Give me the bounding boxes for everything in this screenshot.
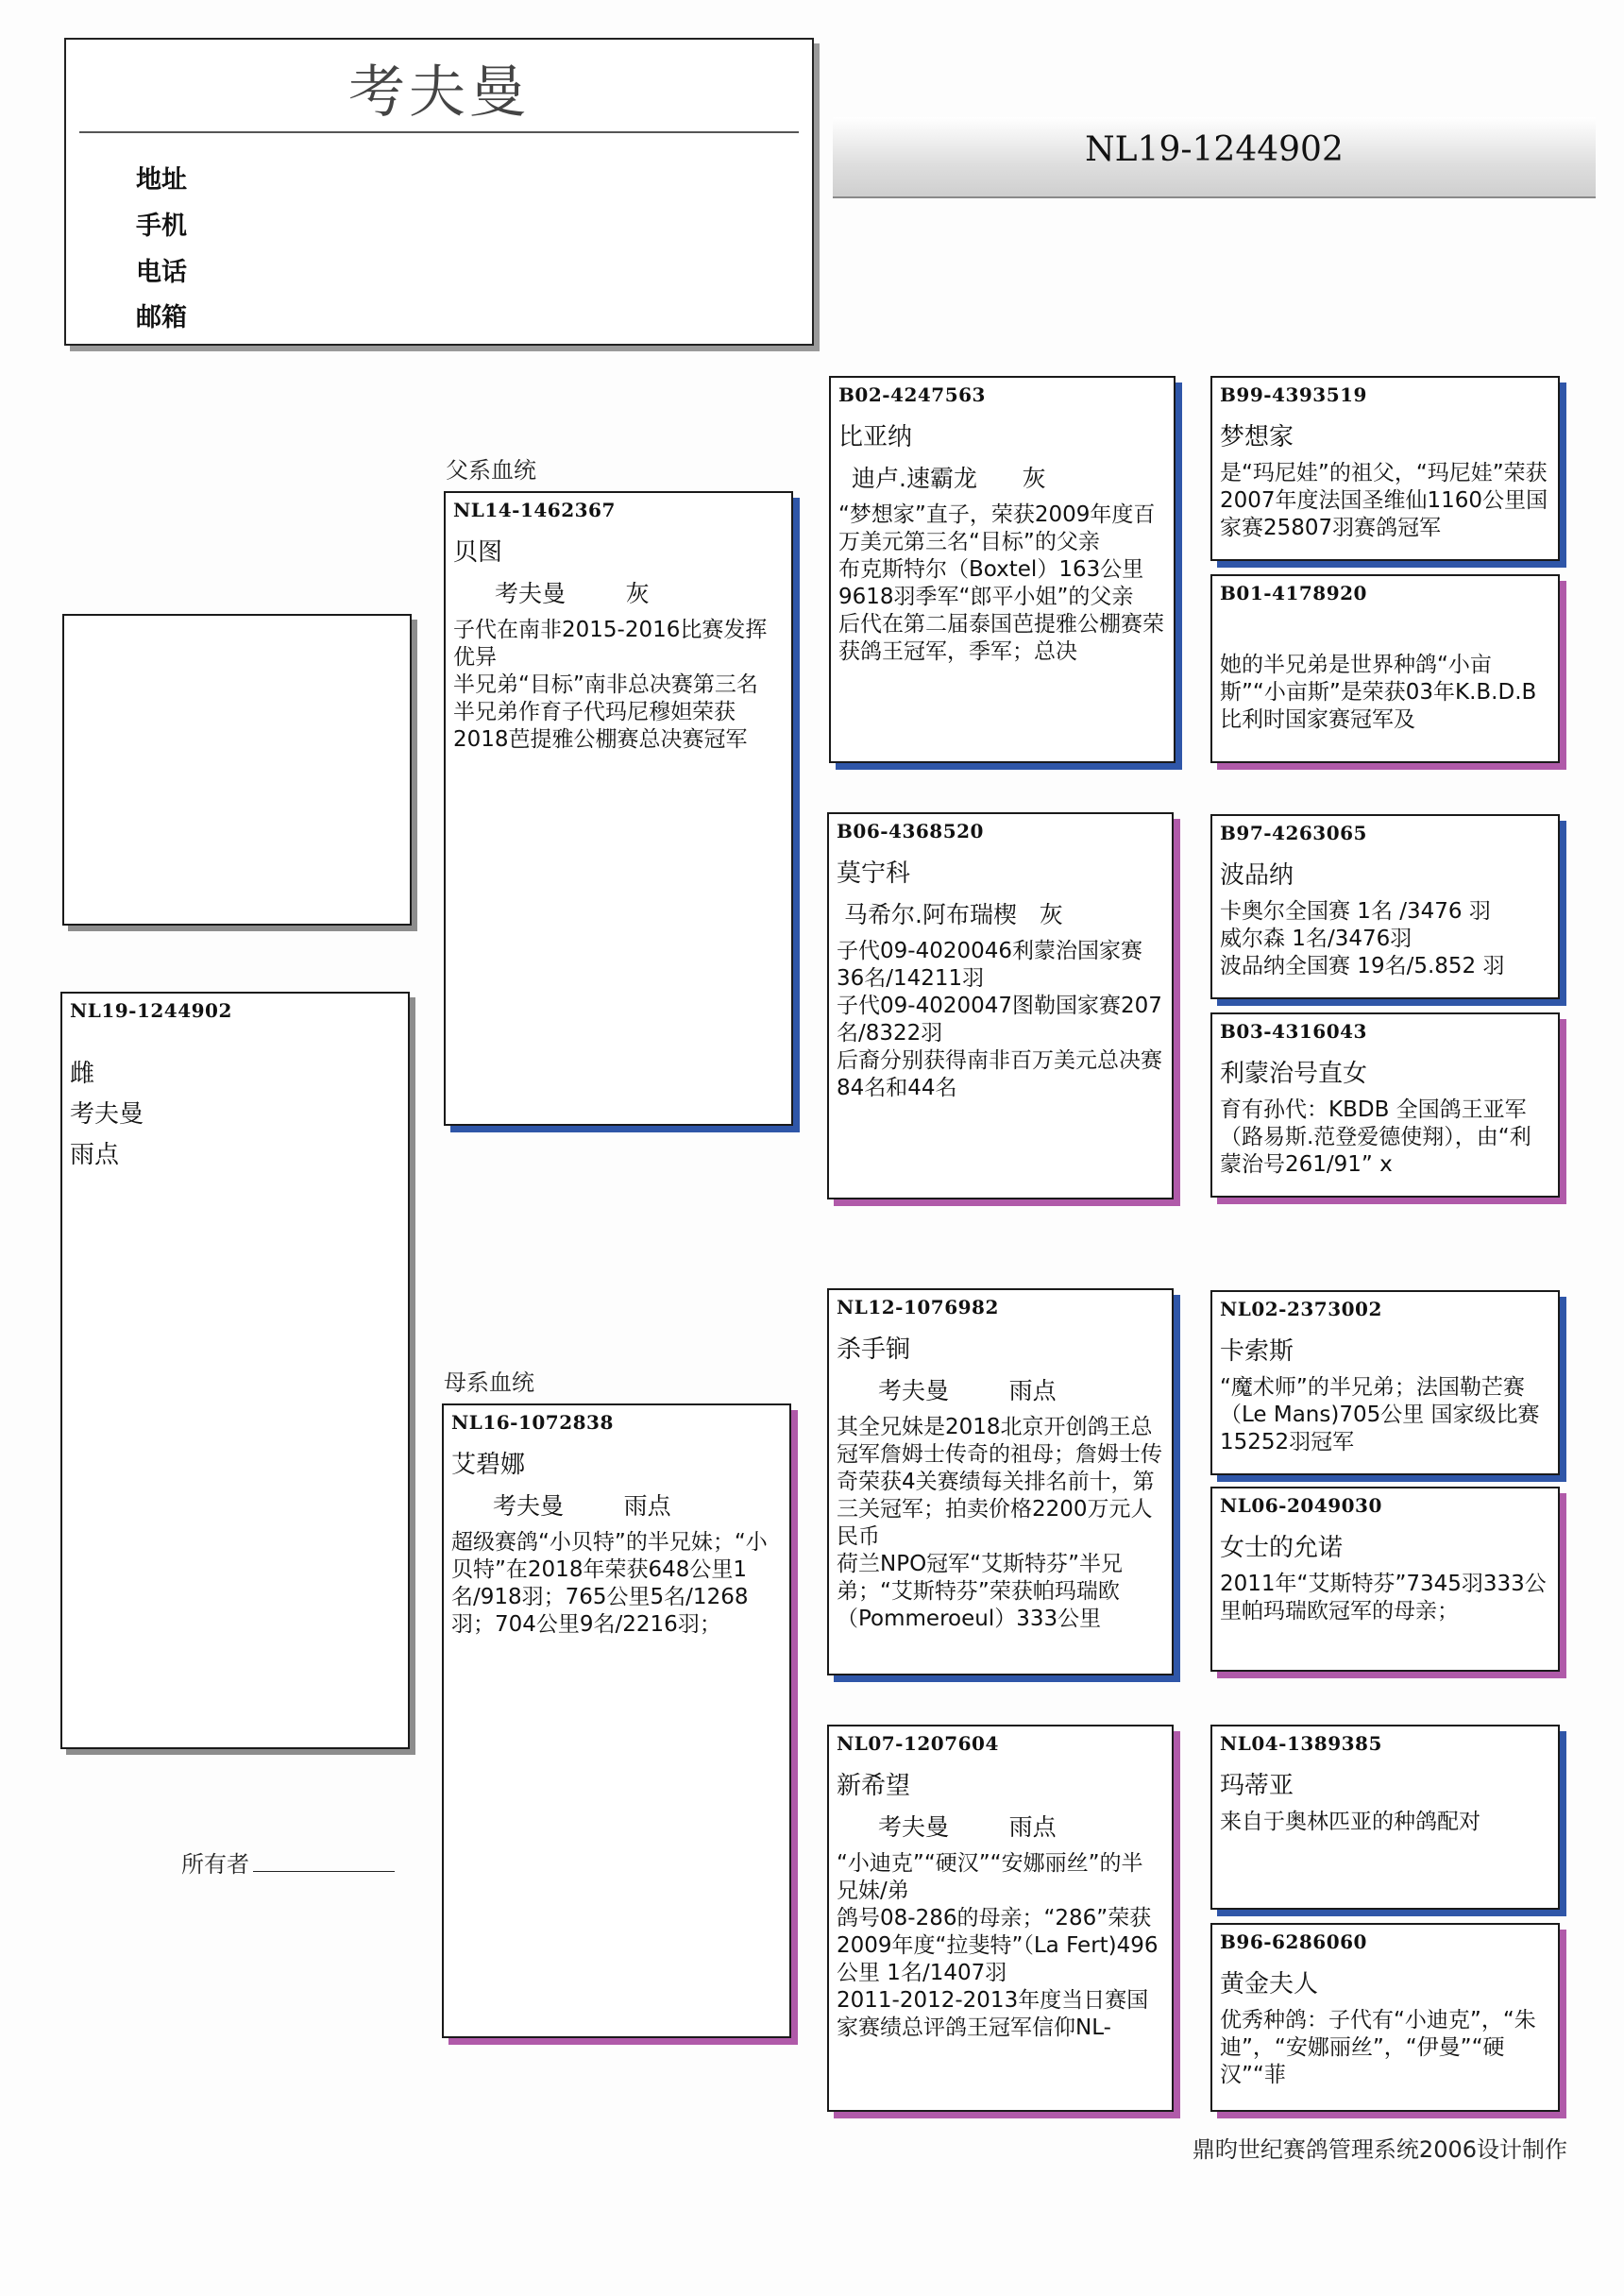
owner-signature [181, 1845, 395, 1879]
sds-desc-line: 威尔森 1名/3476羽 [1220, 927, 1413, 951]
dds-card [1210, 1725, 1560, 1910]
sds-desc-line: 波品纳全国赛 19名/5.852 羽 [1220, 954, 1505, 978]
owner-info-box [64, 38, 814, 346]
dam-ring: NL16-1072838 [451, 1411, 614, 1434]
dam-dam-desc-line: “小迪克”“硬汉”“安娜丽丝”的半兄妹/弟 [837, 1851, 1143, 1903]
dss-name: 卡索斯 [1220, 1337, 1294, 1366]
ring-banner-text: NL19-1244902 [1085, 130, 1344, 169]
owner-divider [79, 131, 799, 133]
sds-card [1210, 814, 1560, 999]
sss-name: 梦想家 [1220, 423, 1294, 451]
sire-dam-desc-line: 子代09-4020046利蒙治国家赛36名/14211羽 [837, 939, 1142, 991]
sire-dam-desc-line: 子代09-4020047图勒国家赛207名/8322羽 [837, 994, 1162, 1046]
ddd-card [1210, 1923, 1560, 2112]
sire-sire-card [829, 376, 1176, 763]
sire-dam-breed: 马希尔.阿布瑞楔 灰 [844, 901, 1063, 928]
subject-breeder: 考夫曼 [70, 1100, 144, 1129]
dss-ring: NL02-2373002 [1220, 1298, 1382, 1320]
dam-dam-breed: 考夫曼 雨点 [878, 1813, 1057, 1841]
sire-desc-line: 子代在南非2015-2016比赛发挥优异 [453, 618, 768, 670]
owner-name: 考夫曼 [348, 60, 530, 126]
sire-sire-breed: 迪卢.速霸龙 灰 [852, 465, 1046, 492]
email-label: 邮箱 [136, 303, 187, 332]
ddd-ring: B96-6286060 [1220, 1930, 1367, 1953]
sdd-name: 利蒙治号直女 [1220, 1060, 1368, 1088]
sire-desc-line: 半兄弟“目标”南非总决赛第三名 [453, 672, 758, 697]
sire-line-label: 父系血统 [446, 457, 536, 484]
pigeon-photo-frame [62, 614, 412, 926]
dsd-name: 女士的允诺 [1220, 1534, 1344, 1562]
sire-sire-desc-line: “梦想家”直子，荣获2009年度百万美元第三名“目标”的父亲 [838, 502, 1156, 554]
ssd-ring: B01-4178920 [1220, 582, 1367, 604]
dds-desc-line: 来自于奥林匹亚的种鸽配对 [1220, 1810, 1480, 1834]
sire-card [444, 491, 793, 1126]
dam-dam-name: 新希望 [837, 1772, 911, 1800]
address-label: 地址 [136, 165, 187, 195]
dam-sire-ring: NL12-1076982 [837, 1296, 999, 1318]
dss-desc-line: “魔术师”的半兄弟；法国勒芒赛（Le Mans)705公里 国家级比赛15252羽冠军 [1220, 1375, 1540, 1454]
sire-sire-name: 比亚纳 [838, 423, 913, 451]
sds-desc-line: 卡奥尔全国赛 1名 /3476 羽 [1220, 899, 1491, 924]
sire-dam-desc-line: 后裔分别获得南非百万美元总决赛84名和44名 [837, 1048, 1162, 1100]
dds-name: 玛蒂亚 [1220, 1772, 1294, 1800]
sire-dam-ring: B06-4368520 [837, 820, 984, 842]
sire-breed: 考夫曼 灰 [495, 580, 650, 607]
ddd-desc-line: 优秀种鸽：子代有“小迪克”，“朱迪”，“安娜丽丝”，“伊曼”“硬汉”“菲 [1220, 2008, 1536, 2087]
sss-desc-line: 是“玛尼娃”的祖父，“玛尼娃”荣获2007年度法国圣维仙1160公里国家赛25807羽赛鸽冠军 [1220, 461, 1548, 540]
dam-sire-breed: 考夫曼 雨点 [878, 1377, 1057, 1404]
dam-sire-desc-line: 荷兰NPO冠军“艾斯特芬”半兄弟；“艾斯特芬”荣获帕玛瑞欧（Pommeroeul）333公里 [837, 1552, 1124, 1631]
owner-signature-label: 所有者 [181, 1851, 249, 1878]
dam-breed: 考夫曼 雨点 [493, 1492, 671, 1520]
dam-desc-line: 超级赛鸽“小贝特”的半兄妹；“小贝特”在2018年荣获648公里1名/918羽；765公里5名/1268羽；704公里9名/2216羽； [451, 1530, 768, 1637]
sss-card [1210, 376, 1560, 561]
sire-desc-line: 半兄弟作育子代玛尼穆妲荣获2018芭提雅公棚赛总决赛冠军 [453, 700, 748, 752]
sds-name: 波品纳 [1220, 861, 1294, 890]
dsd-card [1210, 1487, 1560, 1672]
dsd-ring: NL06-2049030 [1220, 1494, 1382, 1517]
dam-line-label: 母系血统 [444, 1369, 534, 1396]
ring-banner [833, 117, 1596, 198]
dam-name: 艾碧娜 [451, 1451, 526, 1479]
dds-ring: NL04-1389385 [1220, 1732, 1382, 1755]
dam-dam-ring: NL07-1207604 [837, 1732, 999, 1755]
mobile-label: 手机 [136, 212, 187, 241]
dss-card [1210, 1290, 1560, 1475]
sdd-card [1210, 1012, 1560, 1198]
sdd-desc-line: 育有孙代：KBDB 全国鸽王亚军（路易斯.范登爱德使翔），由“利蒙治号261/91” x [1220, 1097, 1531, 1177]
ddd-name: 黄金夫人 [1220, 1970, 1319, 1998]
dam-dam-desc-line: 鸽号08-286的母亲；“286”荣获2009年度“拉斐特”（La Fert)496公里 1名/1407羽 [837, 1906, 1159, 1985]
subject-card [60, 992, 410, 1749]
sire-dam-name: 莫宁科 [837, 859, 911, 888]
dam-sire-name: 杀手锏 [837, 1335, 911, 1364]
dam-sire-desc-line: 其全兄妹是2018北京开创鸽王总冠军詹姆士传奇的祖母；詹姆士传奇荣获4关赛绩每关排名前十，第三关冠军；拍卖价格2200万元人民币 [837, 1415, 1162, 1549]
sdd-ring: B03-4316043 [1220, 1020, 1367, 1043]
signature-line [253, 1871, 395, 1872]
sire-dam-card [827, 812, 1174, 1199]
sss-ring: B99-4393519 [1220, 383, 1367, 406]
sire-sire-desc-line: 布克斯特尔（Boxtel）163公里9618羽季军“郎平小姐”的父亲 [838, 557, 1144, 609]
phone-label: 电话 [136, 258, 187, 287]
sds-ring: B97-4263065 [1220, 822, 1367, 844]
ssd-card [1210, 574, 1560, 763]
sire-ring: NL14-1462367 [453, 499, 616, 521]
dsd-desc-line: 2011年“艾斯特芬”7345羽333公里帕玛瑞欧冠军的母亲； [1220, 1572, 1547, 1624]
dam-sire-card [827, 1288, 1174, 1675]
sire-name: 贝图 [453, 538, 503, 567]
ssd-name [1220, 616, 1550, 644]
sire-sire-ring: B02-4247563 [838, 383, 986, 406]
subject-color: 雨点 [70, 1141, 120, 1169]
subject-sex: 雌 [70, 1060, 95, 1088]
ssd-desc-line: 她的半兄弟是世界种鸽“小亩斯”“小亩斯”是荣获03年K.B.D.B比利时国家赛冠军及 [1220, 653, 1537, 732]
subject-ring: NL19-1244902 [70, 999, 232, 1022]
dam-dam-card [827, 1725, 1174, 2112]
sire-sire-desc-line: 后代在第二届泰国芭提雅公棚赛荣获鸽王冠军，季军；总决 [838, 612, 1164, 664]
dam-dam-desc-line: 2011-2012-2013年度当日赛国家赛绩总评鸽王冠军信仰NL- [837, 1988, 1149, 2040]
footer-credit: 鼎昀世纪赛鸽管理系统2006设计制作 [1192, 2136, 1567, 2163]
dam-card [442, 1403, 791, 2038]
